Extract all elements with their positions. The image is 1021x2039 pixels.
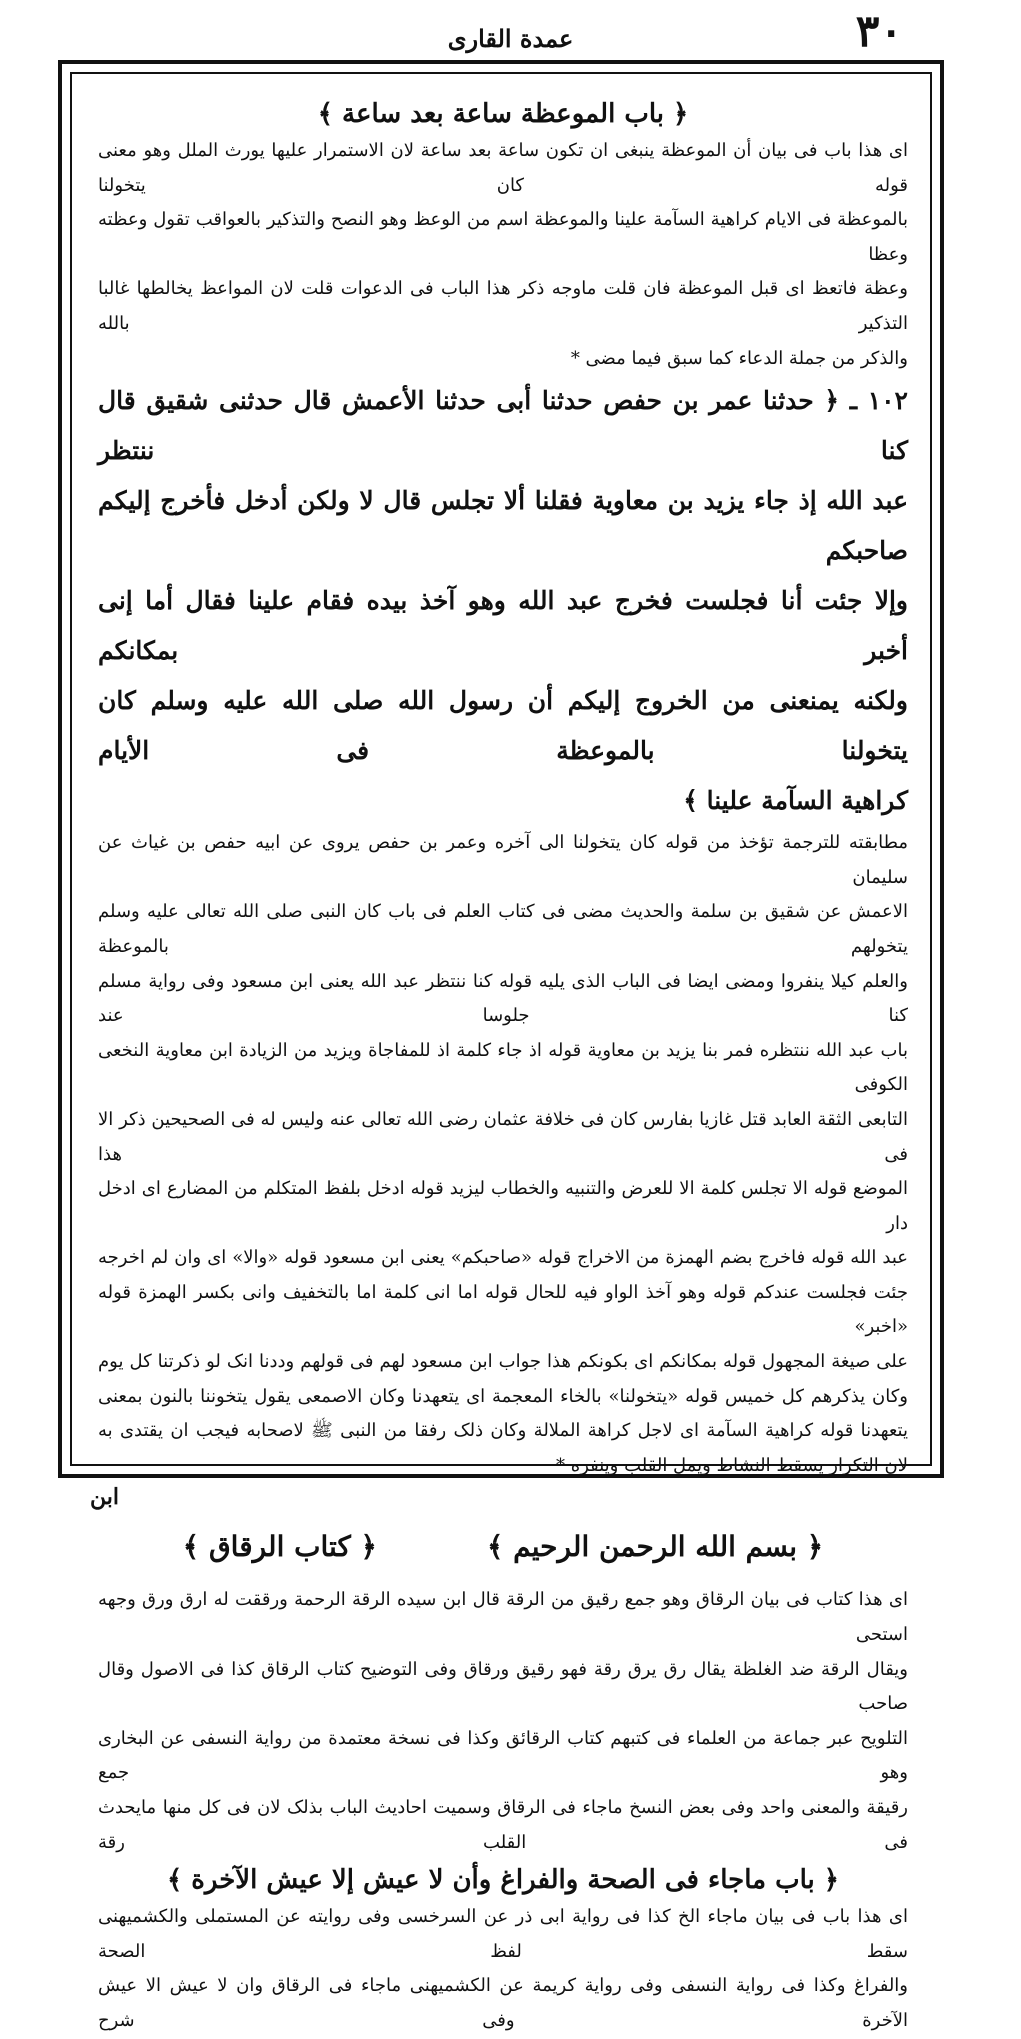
page-number: ۳۰ bbox=[855, 6, 903, 57]
commentary-line: جئت فجلست عندکم قوله وهو آخذ الواو فیه للحال قوله اما انی کلمة اما بالتخفیف وانی بکسر الهمزة قوله «اخبر» bbox=[98, 1281, 908, 1338]
commentary-line: یتعهدنا قوله کراهیة السآمة ای لاجل کراهة الملالة وکان ذلک رفقا من النبی ﷺ لاصحابه فیجب ان یقتدی به bbox=[98, 1420, 908, 1442]
commentary-line: والفراغ وکذا فی روایة النسفی وفی روایة کریمة عن الکشمیهنی ماجاء فی الرقاق وان لا عیش الا عیش الآخرة وفی شرح bbox=[98, 1975, 908, 2031]
commentary-line: التلویح عبر جماعة من العلماء فی کتبهم کتاب الرقائق وکذا فی نسخة معتمدة من روایة النسفی عن البخاری وهو جمع bbox=[98, 1727, 908, 1784]
page-frame bbox=[58, 60, 944, 2031]
commentary-block-3 bbox=[98, 1583, 908, 1860]
commentary-line: عبد الله قوله فاخرج بضم الهمزة من الاخراج قوله «صاحبکم» یعنی ابن مسعود قوله «والا» ای وان لم اخرجه bbox=[98, 1247, 908, 1269]
chapter-heading-sihhah: ﴿ باب ماجاء فی الصحة والفراغ وأن لا عیش إلا عیش الآخرة ﴾ bbox=[166, 1865, 840, 1896]
basmala: ﴿ بسم الله الرحمن الرحیم ﴾ bbox=[486, 1529, 824, 1563]
hadith-line: ١٠٢ ـ ﴿ حدثنا عمر بن حفص حدثنا أبی حدثنا الأعمش قال حدثنی شقیق قال کنا ننتظر bbox=[98, 386, 908, 466]
hadith-line: وإلا جئت أنا فجلست فخرج عبد الله وهو آخذ بیده فقام علینا فقال أما إنی أخبر بمکانکم bbox=[98, 586, 908, 666]
running-header bbox=[0, 0, 1021, 58]
commentary-line: بالموعظة فی الایام کراهیة السآمة علینا والموعظة اسم من الوعظ وهو النصح والتذکیر بالعواقب تقول وعظته وعظا bbox=[98, 209, 908, 265]
commentary-line: مطابقته للترجمة تؤخذ من قوله کان یتخولنا الی آخره وعمر بن حفص یروی عن ابیه حفص بن غیاث عن سلیمان bbox=[98, 832, 908, 888]
chapter-heading-mawizah: ﴿ باب الموعظة ساعة بعد ساعة ﴾ bbox=[317, 99, 689, 129]
hadith-line: کراهیة السآمة علینا ﴾ bbox=[683, 786, 908, 816]
commentary-line: ویقال الرقة ضد الغلظة یقال رق یرق رقة فهو رقیق ورقاق وفی التوضیح کتاب الرقاق کذا فی الاصول وقال صاحب bbox=[98, 1658, 908, 1715]
commentary-line: لان التکرار یسقط النشاط ویمل القلب وینفره * bbox=[556, 1454, 908, 1476]
commentary-line: الموضع قوله الا تجلس کلمة الا للعرض والتنبیه والخطاب لیزید قوله ادخل بلفظ المتکلم من المضارع ای ادخل دار bbox=[98, 1178, 908, 1234]
commentary-line: باب عبد الله ننتظره فمر بنا یزید بن معاویة قوله اذ جاء کلمة اذ للمفاجاة ویزید من الزیادة ابن معاویة النخعی الکوفی bbox=[98, 1039, 908, 1096]
commentary-line: ای هذا باب فی بیان أن الموعظة ینبغی ان تکون ساعة بعد ساعة لان الاستمرار علیها یورث الملل وهو معنی قوله کان یتخولنا bbox=[98, 140, 908, 196]
commentary-line: وعظة فاتعظ ای قبل الموعظة فان قلت ماوجه ذکر هذا الباب فی الدعوات قلت لان المواعظ یخالطها غالبا التذکیر بالله bbox=[98, 278, 908, 334]
commentary-line: والعلم کیلا ینفروا ومضی ایضا فی الباب الذی یلیه قوله کنا ننتظر عبد الله یعنی ابن مسعود وفی روایة مسلم کنا جلوسا عند bbox=[98, 970, 908, 1027]
commentary-block-4 bbox=[98, 1900, 908, 2038]
commentary-block-2 bbox=[98, 826, 908, 1483]
catchword: ابن bbox=[90, 1484, 119, 1510]
hadith-text bbox=[98, 376, 908, 826]
commentary-line: علی صیغة المجهول قوله بمکانکم ای بکونکم هذا جواب ابن مسعود لهم فی قولهم وددنا انک لو ذکرتنا کل یوم bbox=[98, 1351, 908, 1373]
commentary-block-1 bbox=[98, 134, 908, 376]
commentary-line: التابعی الثقة العابد قتل غازیا بفارس کان فی خلافة عثمان رضی الله تعالی عنه ولیس له فی الصحیحین ذکر الا فی هذا bbox=[98, 1108, 908, 1165]
hadith-line: عبد الله إذ جاء یزید بن معاویة فقلنا ألا تجلس قال لا ولکن أدخل فأخرج إلیکم صاحبکم bbox=[98, 486, 908, 566]
page-content bbox=[70, 72, 932, 2031]
book-opening bbox=[98, 1509, 908, 1583]
book-title-riqaq: ﴿ کتاب الرقاق ﴾ bbox=[182, 1529, 377, 1563]
commentary-line: ای هذا کتاب فی بیان الرقاق وهو جمع رقیق من الرقة قال ابن سیده الرقة الرحمة ورققت له ارق ورق وجهه استحی bbox=[98, 1589, 908, 1646]
commentary-line: وکان یذکرهم کل خمیس قوله «یتخولنا» بالخاء المعجمة ای یتعهدنا وکان الاصمعی یقول یتخوننا بالنون بمعنی bbox=[98, 1385, 908, 1407]
commentary-line: الاعمش عن شقیق بن سلمة والحدیث مضی فی کتاب العلم فی باب کان النبی صلی الله تعالی علیه وسلم یتخولهم بالموعظة bbox=[98, 901, 908, 957]
commentary-line: والذکر من جملة الدعاء کما سبق فیما مضی * bbox=[570, 347, 908, 369]
hadith-line: ولکنه یمنعنی من الخروج إلیکم أن رسول الله صلی الله علیه وسلم کان یتخولنا بالموعظة فی الأیام bbox=[98, 686, 908, 766]
book-title: عمدة القاری bbox=[447, 24, 574, 53]
commentary-line: ای هذا باب فی بیان ماجاء الخ کذا فی روایة ابی ذر عن السرخسی وفی روایته عن المستملی والکشمیهنی سقط لفظ الصحة bbox=[98, 1906, 908, 1962]
commentary-line: رقیقة والمعنی واحد وفی بعض النسخ ماجاء فی الرقاق وسمیت احادیث الباب بذلک لان فی کل منها مایحدث فی القلب رقة bbox=[98, 1797, 909, 1853]
